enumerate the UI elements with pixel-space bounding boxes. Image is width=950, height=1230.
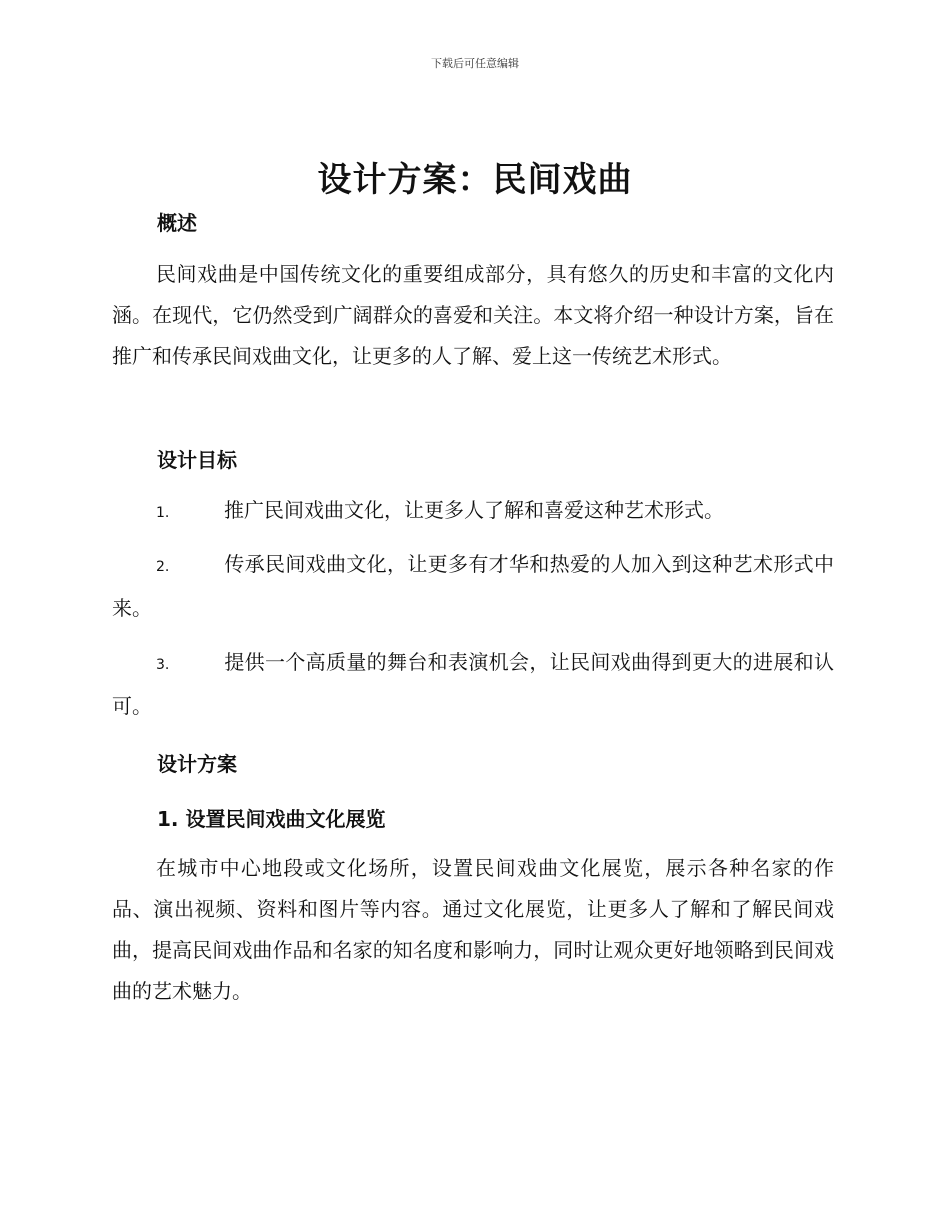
- header-note: 下载后可任意编辑: [431, 57, 519, 70]
- plan-paragraph: 在城市中心地段或文化场所，设置民间戏曲文化展览，展示各种名家的作品、演出视频、资料和图片等内容。通过文化展览，让更多人了解和了解民间戏曲，提高民间戏曲作品和名家的知名度和影响力，同时让观众更好地领略到民间戏曲的艺术魅力。: [112, 856, 834, 1003]
- document-title: 设计方案：民间戏曲: [317, 160, 633, 200]
- heading-goals: 设计目标: [157, 448, 237, 472]
- plan-subheading: 1. 设置民间戏曲文化展览: [157, 807, 386, 831]
- goal-item-2: [112, 544, 834, 629]
- goal-item-3: [112, 642, 834, 727]
- goal-text: 推广民间戏曲文化，让更多人了解和喜爱这种艺术形式。: [224, 498, 724, 522]
- goal-item-1: [112, 490, 834, 534]
- goal-text: 传承民间戏曲文化，让更多有才华和热爱的人加入到这种艺术形式中来。: [112, 552, 834, 620]
- heading-overview: 概述: [157, 211, 197, 235]
- goal-number: 3.: [156, 657, 170, 673]
- goal-number: 1.: [156, 505, 170, 521]
- overview-paragraph: 民间戏曲是中国传统文化的重要组成部分，具有悠久的历史和丰富的文化内涵。在现代，它仍然受到广阔群众的喜爱和关注。本文将介绍一种设计方案，旨在推广和传承民间戏曲文化，让更多的人了解、爱上这一传统艺术形式。: [112, 262, 834, 368]
- heading-plan: 设计方案: [157, 752, 237, 776]
- goal-text: 提供一个高质量的舞台和表演机会，让民间戏曲得到更大的进展和认可。: [112, 650, 834, 718]
- goal-number: 2.: [156, 559, 170, 575]
